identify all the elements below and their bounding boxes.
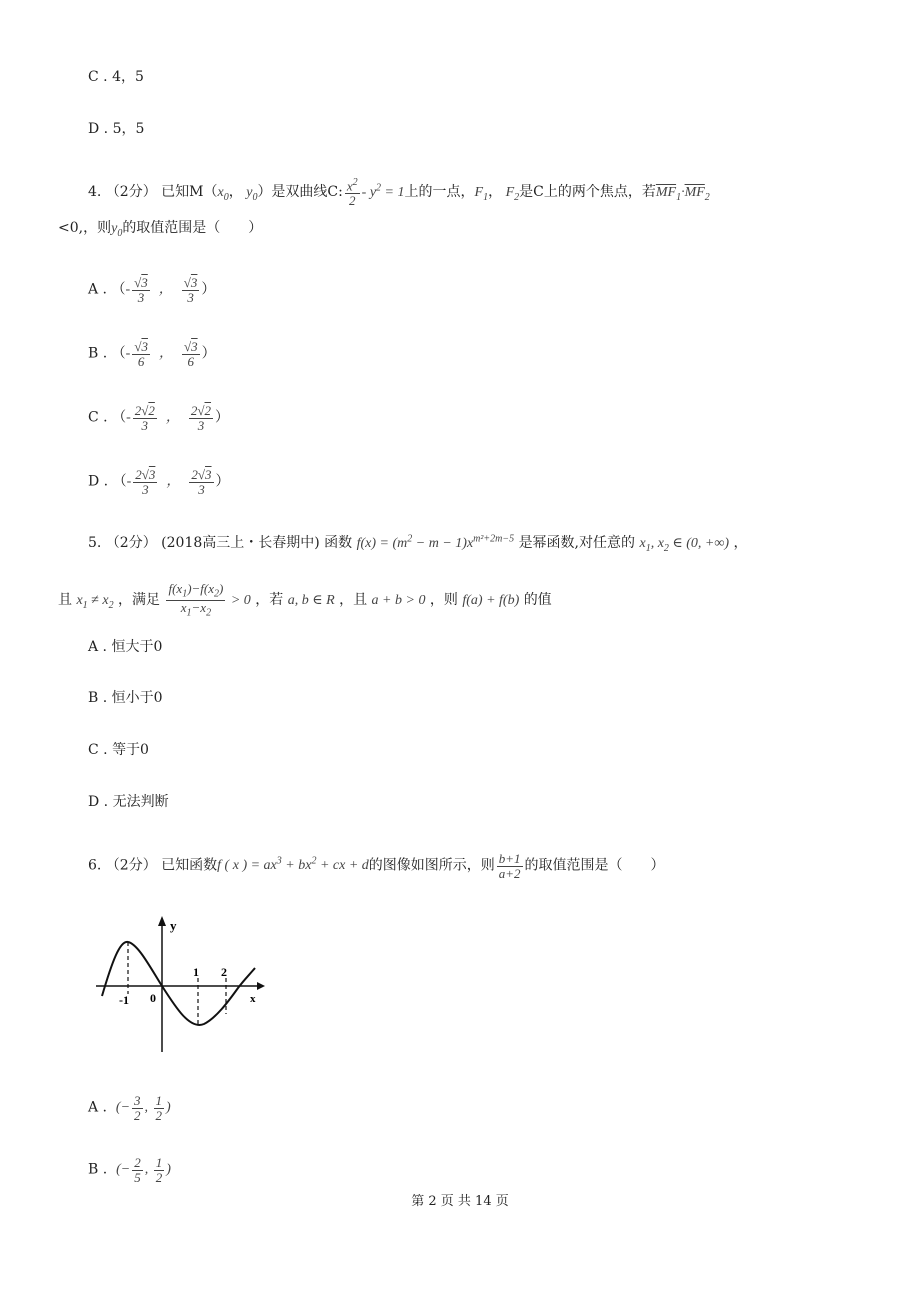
math-hyperbola: $\frac{x^2}{2}$ - $y^2 = 1$ [346,177,405,208]
tick-label-2: 2 [221,965,227,979]
math-f1: $F_1$ [474,185,489,203]
q5-option-d: D . 无法判断 [88,794,169,810]
q3-option-d: D . 5，5 [88,121,145,137]
y-axis-arrow [158,916,166,926]
q5-option-c: C . 等于0 [88,742,149,758]
math-x0: $x_0$ [217,185,229,203]
math-vectors: $\overline{MF}_1\cdot\overline{MF}_2$ [655,185,710,203]
origin-label: 0 [150,991,156,1005]
math-y0-2: $y_0$ [111,221,123,239]
math-cubic: f ( x ) = $ax^3 + bx^2$ + cx + d [217,855,369,874]
math-neq: $x_1 \ne x_2$ [76,592,114,611]
q5-stem-line1: 5. （2分） (2018高三上・长春期中) 函数 $f(x) = (m^2 - m - 1)x^{m^2+2m-5}$ 是幂函数,对任意的 $x_1$, $x_2$ ∈ (0, +∞) ， [88,533,748,554]
math-q6-a: (− $\frac{3}{2}$ , $\frac{1}{2}$ ) [115,1093,171,1123]
q4-option-d: D . （- $\frac{2√3}{3}$ ， $\frac{2√3}{3}$ ） [88,467,230,497]
math-q6-b: (− $\frac{2}{5}$ , $\frac{1}{2}$ ) [116,1155,171,1185]
cubic-graph [92,912,267,1057]
math-opt-b: - $\frac{√3}{6}$ ， $\frac{√3}{6}$ [125,339,198,369]
q4-option-b: B . （- $\frac{√3}{6}$ ， $\frac{√3}{6}$ ） [88,339,216,369]
q4-stem-line1: 4. （2分） 已知$M(x_0$， $y_0$）是双曲线C: $\frac{x^2}{2}$ - $y^2 = 1$上的一点，$F_1$， $F_2$是C上的两个焦点，若$\overline{MF}_1\cdot\overline{MF}_2$ [88,177,710,208]
math-f2: $F_2$ [502,185,520,203]
math-fa-fb: f(a) + f(b) [462,592,520,608]
tick-label-1: 1 [193,965,199,979]
q6-option-a: A . (− $\frac{3}{2}$ , $\frac{1}{2}$ ) [88,1093,171,1123]
math-monotone: $\frac{f(x_1)-f(x_2)}{x_1-x_2}$ > 0 [168,581,251,619]
q5-option-a: A . 恒大于0 [88,639,163,655]
math-ratio: $\frac{b+1}{a+2}$ [498,851,521,881]
q4-option-c: C . （- $\frac{2√2}{3}$ ， $\frac{2√2}{3}$ ） [88,403,230,433]
tick-label-neg1: -1 [119,993,129,1007]
y-label: y [170,918,177,933]
math-opt-a: - $\frac{√3}{3}$ ， $\frac{√3}{3}$ [125,275,198,305]
q6-option-b: B . (− $\frac{2}{5}$ , $\frac{1}{2}$ ) [88,1155,171,1185]
math-ab-pos: a + b > 0 [371,592,426,608]
cubic-curve [102,942,255,1025]
math-opt-c: - $\frac{2√2}{3}$ ， $\frac{2√2}{3}$ [126,403,212,433]
math-y0: $y_0$ [242,185,258,203]
math-ab-real: a, b ∈ R [287,592,335,608]
q4-prefix: 4. （2分） 已知M（ [88,184,218,201]
page-footer: 第 2 页 共 14 页 [411,1194,509,1209]
q4-stem-line2: <0,，则$y_0$的取值范围是（ ） [58,220,263,239]
q5-stem-line2: 且 $x_1 \ne x_2$ ，满足 $\frac{f(x_1)-f(x_2)}{x_1-x_2}$ > 0 ，若 a, b ∈ R ，且 a + b > 0 ，则 f(a) + f(b) 的值 [58,581,552,619]
q3-option-c: C . 4，5 [88,69,144,85]
math-domain: $x_1$, $x_2$ ∈ (0, +∞) [639,536,730,554]
math-opt-d: - $\frac{2√3}{3}$ ， $\frac{2√3}{3}$ [126,467,212,497]
x-label: x [250,993,256,1005]
q5-option-b: B . 恒小于0 [88,690,163,706]
q4-option-a: A . （- $\frac{√3}{3}$ ， $\frac{√3}{3}$ ） [88,275,216,305]
q6-stem: 6. （2分） 已知函数f ( x ) = $ax^3 + bx^2$ + cx + d的图像如图所示，则 $\frac{b+1}{a+2}$ 的取值范围是（ ） [88,851,665,881]
x-axis-arrow [257,982,265,990]
math-power-func: $f(x) = (m^2 - m - 1)x^{m^2+2m-5}$ [356,533,515,551]
